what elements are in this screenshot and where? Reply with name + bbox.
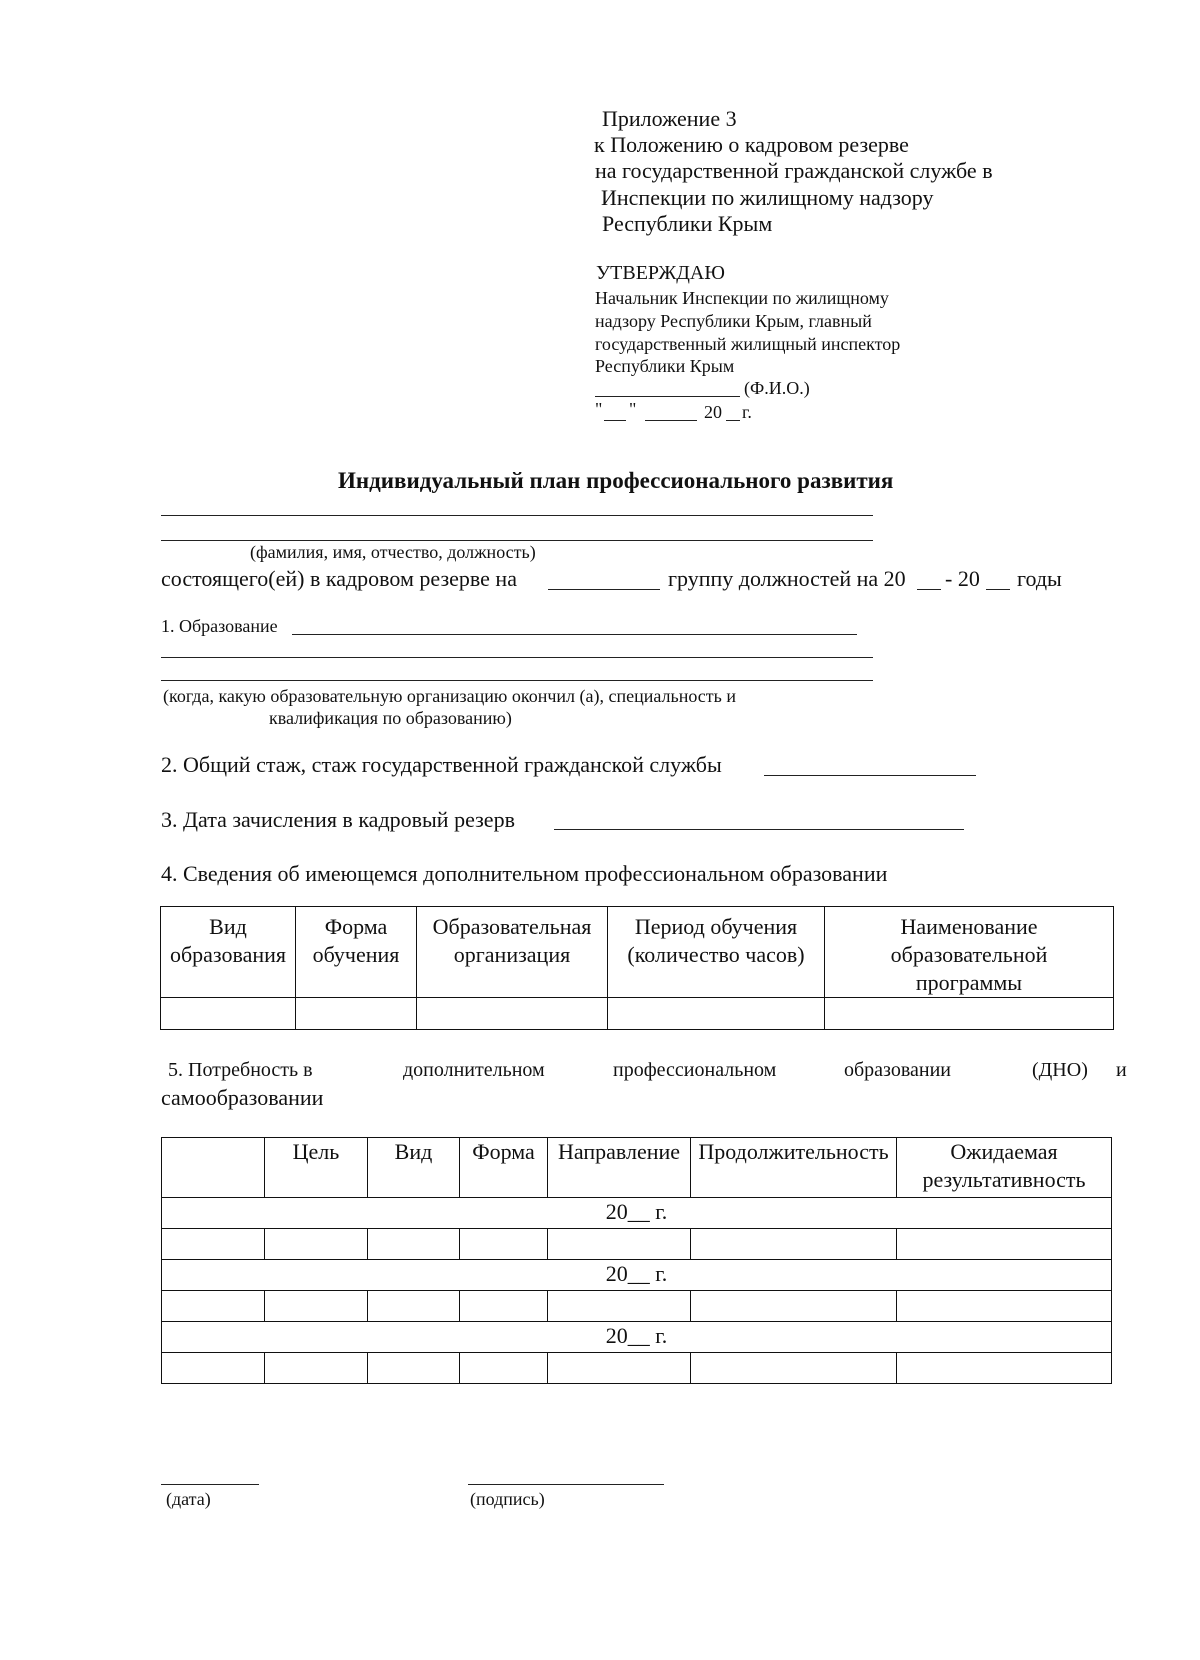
approval-line: Республики Крым	[595, 356, 735, 376]
header-cell: Вид	[368, 1138, 460, 1198]
header-cell	[162, 1138, 265, 1198]
experience-blank	[764, 775, 976, 776]
header-cell: Цель	[265, 1138, 368, 1198]
year-cell: 20__ г.	[162, 1322, 1112, 1353]
table-cell[interactable]	[368, 1229, 460, 1260]
table-cell[interactable]	[368, 1353, 460, 1384]
approval-heading: УТВЕРЖДАЮ	[596, 262, 725, 284]
table-cell[interactable]	[460, 1291, 548, 1322]
header-cell: Наименование образовательной программы	[825, 907, 1114, 998]
table-row	[161, 998, 1114, 1030]
table-cell[interactable]	[691, 1229, 897, 1260]
table-cell[interactable]	[296, 998, 417, 1030]
table-cell[interactable]	[265, 1229, 368, 1260]
section5-word: профессиональном	[613, 1059, 777, 1081]
section5-word: и	[1116, 1059, 1127, 1081]
table-cell[interactable]	[691, 1291, 897, 1322]
section5-word: 5. Потребность в	[168, 1059, 313, 1081]
reserve-group: группу должностей на 20	[668, 566, 906, 591]
section5-word: образовании	[844, 1059, 952, 1081]
header-cell: Форма	[460, 1138, 548, 1198]
fio-caption: (Ф.И.О.)	[744, 378, 810, 398]
table-cell[interactable]	[417, 998, 608, 1030]
table-cell[interactable]	[897, 1353, 1112, 1384]
table-cell[interactable]	[162, 1291, 265, 1322]
name-blank-line	[161, 540, 873, 541]
education-table-header	[161, 907, 1114, 998]
date-signature-line	[161, 1484, 259, 1485]
reserve-years: годы	[1017, 566, 1062, 591]
table-cell[interactable]	[897, 1291, 1112, 1322]
education-table	[160, 906, 1114, 1030]
reserve-dash: - 20	[945, 566, 980, 591]
header-cell: Форма обучения	[296, 907, 417, 998]
table-row	[162, 1229, 1112, 1260]
table-cell[interactable]	[265, 1353, 368, 1384]
reserve-blank	[548, 589, 660, 590]
education-caption: квалификация по образованию)	[269, 708, 512, 728]
table-cell[interactable]	[897, 1229, 1112, 1260]
date-caption: (дата)	[166, 1489, 211, 1509]
approval-day-blank	[604, 420, 626, 421]
approval-date-close-quote: "	[629, 399, 637, 419]
approval-line: Начальник Инспекции по жилищному	[595, 288, 889, 308]
education-blank-line	[161, 657, 873, 658]
table-cell[interactable]	[162, 1229, 265, 1260]
signature-line	[468, 1484, 664, 1485]
table-cell[interactable]	[608, 998, 825, 1030]
header-cell: Продолжительность	[691, 1138, 897, 1198]
table-cell[interactable]	[460, 1353, 548, 1384]
year-row	[162, 1260, 1112, 1291]
appendix-line: Приложение 3	[602, 106, 737, 131]
section4-label: 4. Сведения об имеющемся дополнительном профессиональном образовании	[161, 861, 888, 886]
approval-date-suffix: г.	[742, 402, 752, 422]
year-row	[162, 1198, 1112, 1229]
section2-label: 2. Общий стаж, стаж государственной гражданской службы	[161, 752, 722, 777]
reserve-year-from-blank	[917, 589, 941, 590]
dno-table-header	[162, 1138, 1112, 1198]
year-cell: 20__ г.	[162, 1198, 1112, 1229]
table-cell[interactable]	[460, 1229, 548, 1260]
appendix-line: к Положению о кадровом резерве	[594, 132, 909, 157]
year-row	[162, 1322, 1112, 1353]
header-cell: Вид образования	[161, 907, 296, 998]
education-blank-line	[292, 634, 857, 635]
approval-year-blank	[726, 420, 740, 421]
approval-line: надзору Республики Крым, главный	[595, 311, 872, 331]
appendix-line: Инспекции по жилищному надзору	[601, 185, 934, 210]
fio-blank	[595, 396, 740, 397]
table-row	[162, 1353, 1112, 1384]
reserve-year-to-blank	[986, 589, 1010, 590]
approval-month-blank	[645, 420, 697, 421]
table-cell[interactable]	[825, 998, 1114, 1030]
table-cell[interactable]	[548, 1229, 691, 1260]
approval-date-open-quote: "	[595, 399, 603, 419]
appendix-line: на государственной гражданской службе в	[595, 158, 993, 183]
reserve-date-blank	[554, 829, 964, 830]
header-cell: Образовательная организация	[417, 907, 608, 998]
reserve-prefix: состоящего(ей) в кадровом резерве на	[161, 566, 517, 591]
header-cell: Период обучения (количество часов)	[608, 907, 825, 998]
name-caption: (фамилия, имя, отчество, должность)	[250, 542, 536, 562]
table-cell[interactable]	[368, 1291, 460, 1322]
header-cell: Направление	[548, 1138, 691, 1198]
approval-line: государственный жилищный инспектор	[595, 334, 901, 354]
table-cell[interactable]	[548, 1291, 691, 1322]
section3-label: 3. Дата зачисления в кадровый резерв	[161, 807, 515, 832]
section5-word: дополнительном	[403, 1059, 545, 1081]
table-cell[interactable]	[691, 1353, 897, 1384]
education-caption: (когда, какую образовательную организацию окончил (а), специальность и	[163, 686, 736, 706]
table-cell[interactable]	[161, 998, 296, 1030]
table-cell[interactable]	[265, 1291, 368, 1322]
section1-label: 1. Образование	[161, 616, 278, 636]
header-cell: Ожидаемая результативность	[897, 1138, 1112, 1198]
section5-label-line2: самообразовании	[161, 1085, 324, 1110]
dno-plan-table	[161, 1137, 1112, 1384]
table-row	[162, 1291, 1112, 1322]
education-blank-line	[161, 680, 873, 681]
year-cell: 20__ г.	[162, 1260, 1112, 1291]
signature-caption: (подпись)	[470, 1489, 545, 1509]
page-title: Индивидуальный план профессионального развития	[338, 468, 894, 493]
table-cell[interactable]	[162, 1353, 265, 1384]
approval-date-year: 20	[704, 402, 722, 422]
section5-word: (ДНО)	[1032, 1059, 1088, 1081]
name-blank-line	[161, 515, 873, 516]
table-cell[interactable]	[548, 1353, 691, 1384]
appendix-line: Республики Крым	[602, 211, 773, 236]
